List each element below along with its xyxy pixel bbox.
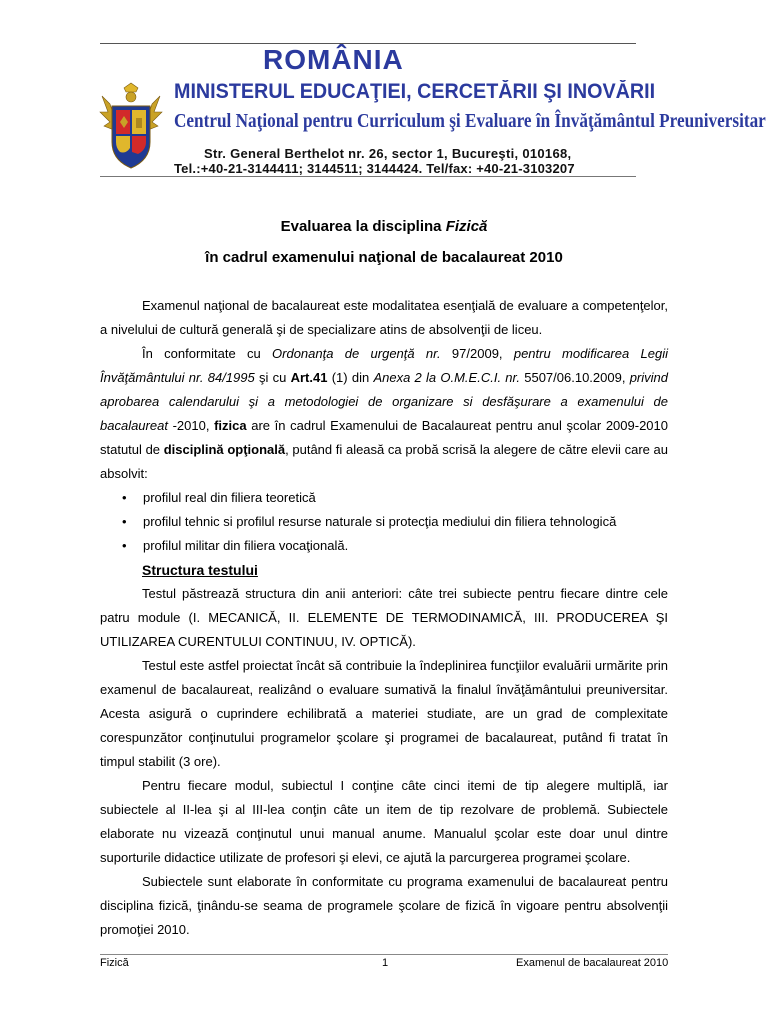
legal-basis-paragraph: În conformitate cu Ordonanţa de urgenţă nr. 97/2009, pentru modificarea Legii Învăţământului nr. 84/1995 şi cu Art.41 (1) din Anexa 2 la O.M.E.C.I. nr. 5507/06.10.2009, privind aprobarea calendarului şi a metodologiei de organizare si desfăşurare a examenului de bacalaureat -2010, fizica are în cadrul Examenului de Bacalaureat pentru anul şcolar 2009-2010 statutul de disciplină opţională, putând fi aleasă ca probă scrisă la alegere de către elevii care au absolvit:	[100, 346, 668, 481]
design-paragraph: Testul este astfel proiectat încât să contribuie la îndeplinirea funcţiilor evaluării urmărite prin examenul de bacalaureat, realizând o evaluare sumativă la finalul învăţământului preuniversitar. Acesta asigură o cuprindere echilibrată a materiei studiate, are un grad de complexitate corespunzător conţinutului programelor şcolare şi programei de bacalaureat, putând fi tratat în timpul stabilit (3 ore).	[100, 658, 668, 769]
items-paragraph: Pentru fiecare modul, subiectul I conţine câte cinci itemi de tip alegere multiplă, iar subiectele al II-lea şi al III-lea conţin câte un item de tip rezolvare de problemă. Subiectele elaborate nu vizează conţinutul unui manual anume. Manualul şcolar este doar unul dintre suporturile didactice utilizate de profesori şi elevi, ce ajută la parcurgerea programei şcolare.	[100, 778, 668, 865]
header-bottom-rule	[100, 176, 636, 177]
eligible-profiles-list	[100, 486, 668, 558]
address-line: Str. General Berthelot nr. 26, sector 1, Bucureşti, 010168,	[204, 146, 572, 161]
ministry-name: MINISTERUL EDUCAŢIEI, CERCETĂRII ŞI INOVĂRII	[174, 80, 656, 103]
document-body	[100, 294, 668, 942]
footer-exam: Examenul de bacalaureat 2010	[516, 957, 669, 969]
page-number: 1	[382, 957, 389, 969]
coat-of-arms-icon	[98, 82, 164, 172]
document-subtitle: în cadrul examenului naţional de bacalaureat 2010	[205, 249, 563, 266]
list-item: • profilul real din filiera teoretică	[100, 486, 668, 510]
document-title: Evaluarea la disciplina Fizică	[280, 218, 488, 235]
section-heading: Structura testului	[142, 562, 258, 578]
subject-name: Fizică	[445, 218, 488, 235]
country-name: ROMÂNIA	[263, 44, 404, 75]
syllabus-paragraph: Subiectele sunt elaborate în conformitate cu programa examenului de bacalaureat pentru disciplina fizică, ţinându-se seama de programele şcolare de fizică în vigoare pentru absolvenţii promoţiei 2010.	[100, 874, 668, 937]
intro-paragraph: Examenul naţional de bacalaureat este modalitatea esenţială de evaluare a competenţelor, a nivelului de cultură generală şi de specializare atins de absolvenţii de liceu.	[100, 298, 668, 337]
phone-line: Tel.:+40-21-3144411; 3144511; 3144424. Tel/fax: +40-21-3103207	[174, 161, 575, 176]
list-item: • profilul tehnic si profilul resurse naturale si protecţia mediului din filiera tehnologică	[100, 510, 668, 534]
list-item: • profilul militar din filiera vocaţională.	[100, 534, 668, 558]
centre-name: Centrul Naţional pentru Curriculum şi Evaluare în Învăţământul Preuniversitar	[174, 110, 766, 132]
footer-subject: Fizică	[100, 957, 129, 969]
footer-rule	[100, 954, 668, 955]
structure-paragraph: Testul păstrează structura din anii anteriori: câte trei subiecte pentru fiecare dintre cele patru module (I. MECANICĂ, II. ELEMENTE DE TERMODINAMICĂ, III. PRODUCEREA ŞI UTILIZAREA CURENTULUI CONTINUU, IV. OPTICĂ).	[100, 586, 668, 649]
